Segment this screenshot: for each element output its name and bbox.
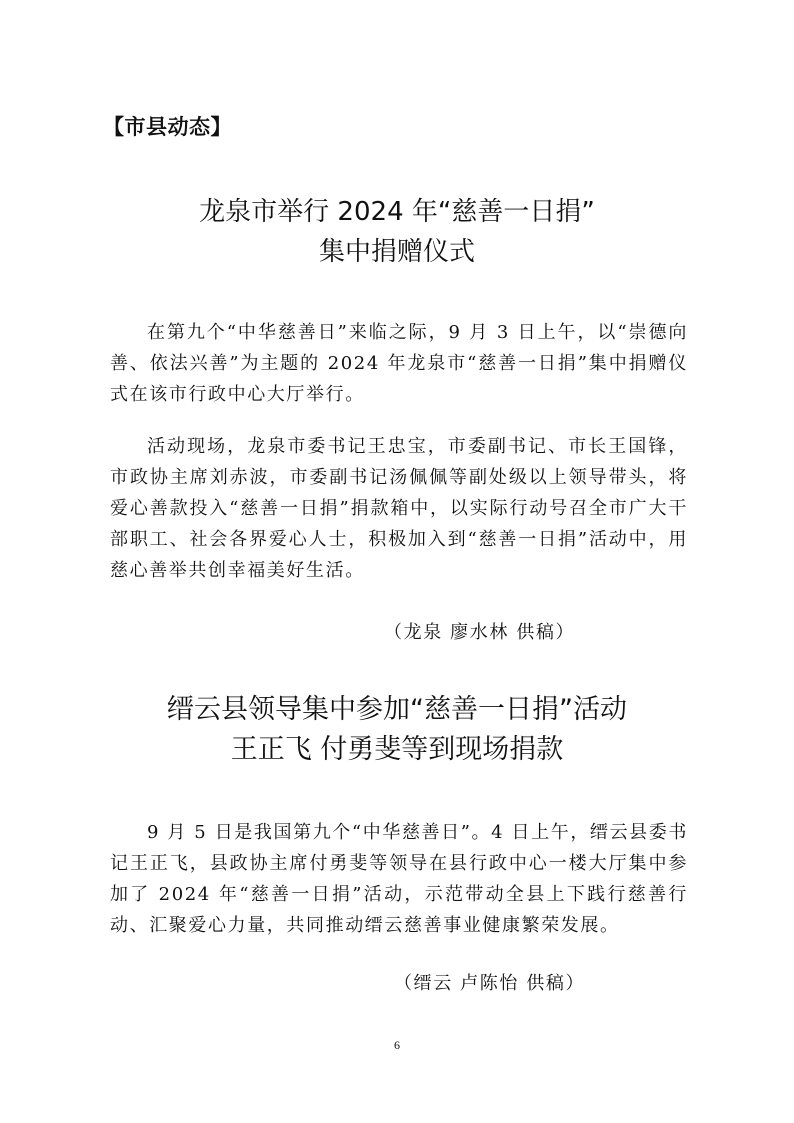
article-1-credit: （龙泉 廖水林 供稿） [384, 622, 576, 643]
article-1-title [80, 192, 714, 272]
article-1-paragraph-1: 在第九个“中华慈善日”来临之际，9 月 3 日上午，以“崇德向善、依法兴善”为主题的 2024 年龙泉市“慈善一日捐”集中捐赠仪式在该市行政中心大厅举行。 [110, 322, 688, 405]
article-1-title-line-2: 集中捐赠仪式 [318, 237, 475, 267]
article-2-title [80, 690, 714, 770]
page-number: 6 [394, 1038, 400, 1052]
article-2-title-line-1: 缙云县领导集中参加“慈善一日捐”活动 [167, 694, 627, 725]
article-2-credit: （缙云 卢陈怡 供稿） [394, 973, 586, 994]
article-2-title-line-2: 王正飞 付勇斐等到现场捐款 [230, 734, 564, 765]
article-1-title-line-1: 龙泉市举行 2024 年“慈善一日捐” [199, 197, 595, 227]
article-2-paragraph-1: 9 月 5 日是我国第九个“中华慈善日”。4 日上午，缙云县委书记王正飞，县政协主席付勇斐等领导在县行政中心一楼大厅集中参加了 2024 年“慈善一日捐”活动，示范带动全县上下践行慈善行动、汇聚爱心力量，共同推动缙云慈善事业健康繁荣发展。 [110, 822, 688, 936]
section-tag: 【市县动态】 [103, 115, 232, 139]
article-1-paragraph-2: 活动现场，龙泉市委书记王忠宝，市委副书记、市长王国锋，市政协主席刘赤波，市委副书记汤佩佩等副处级以上领导带头，将爱心善款投入“慈善一日捐”捐款箱中，以实际行动号召全市广大干部职工、社会各界爱心人士，积极加入到“慈善一日捐”活动中，用慈心善举共创幸福美好生活。 [110, 436, 688, 581]
